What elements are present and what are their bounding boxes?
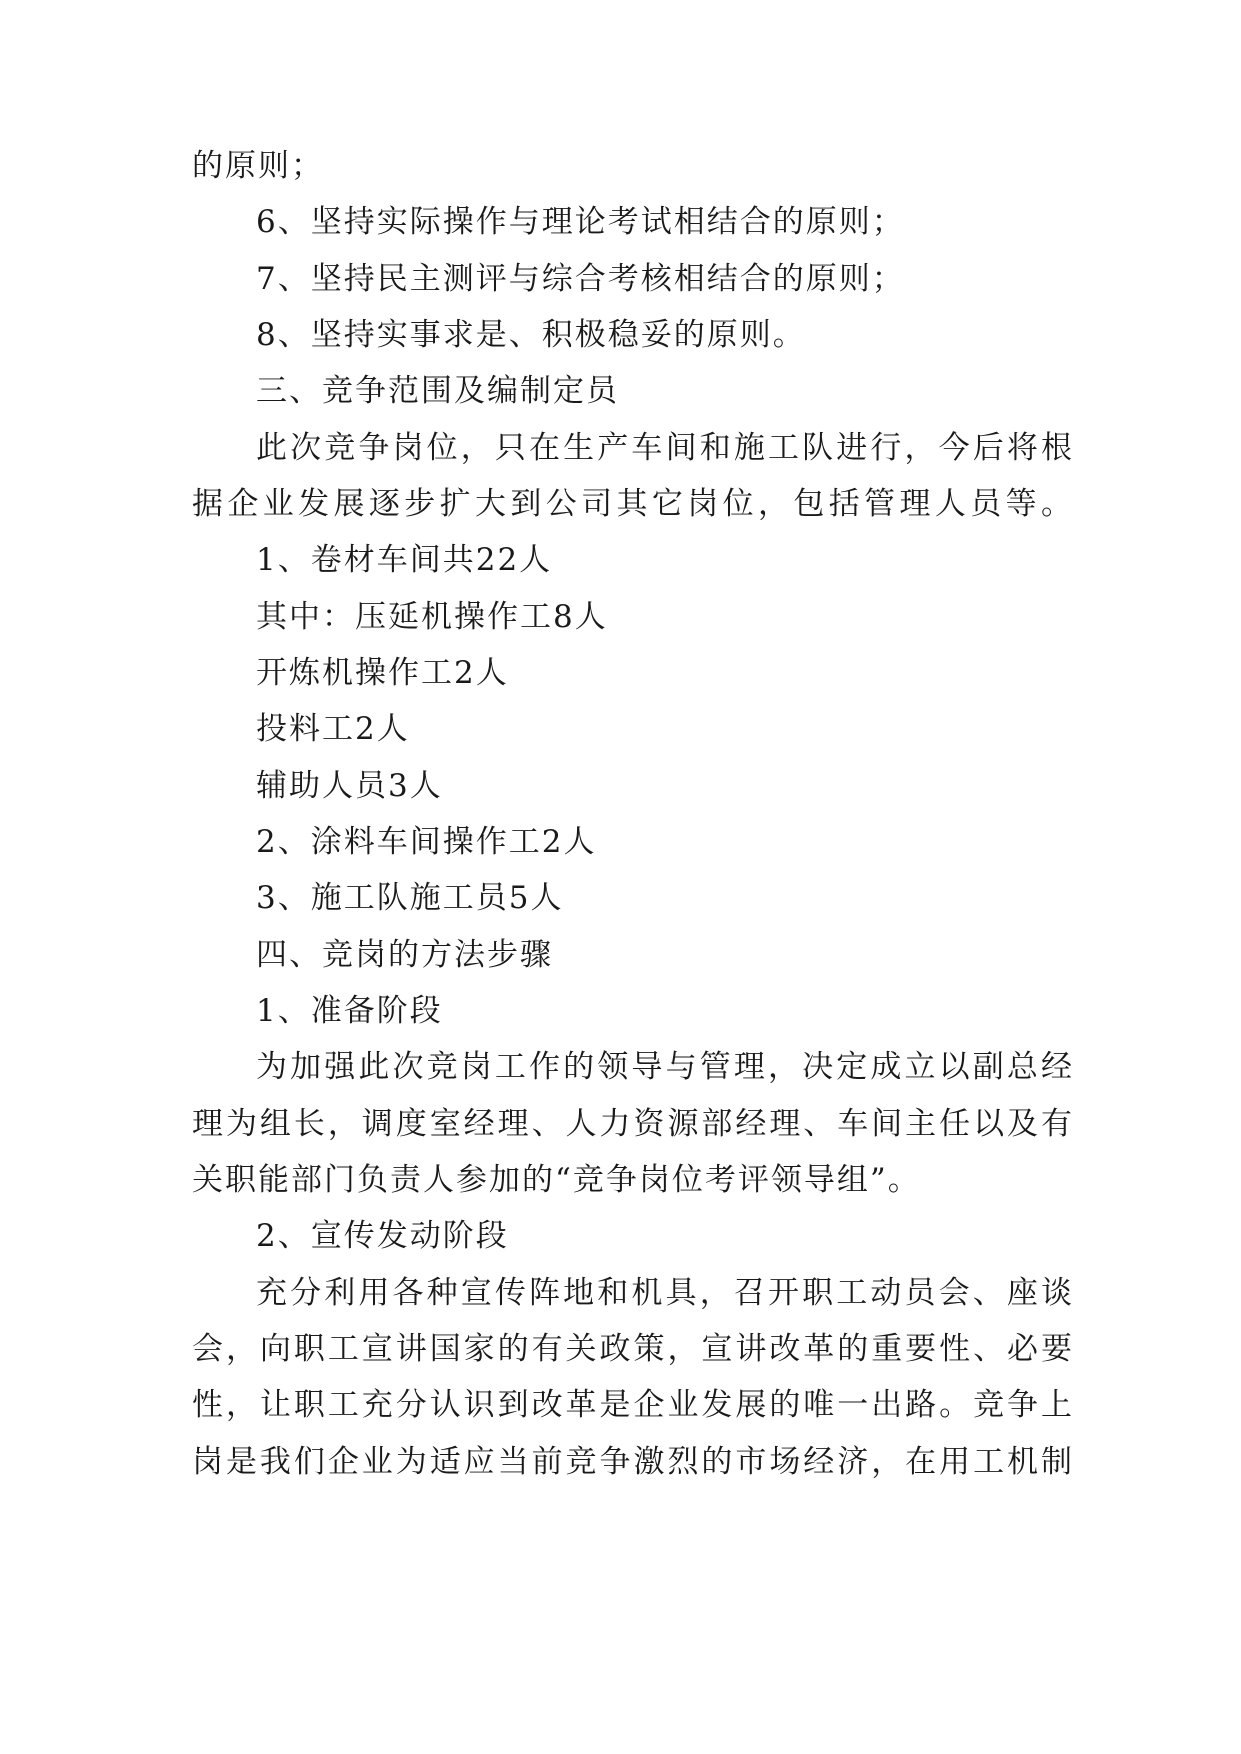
text-line-8: 1、卷材车间共22人 [256,542,553,578]
text-line-11: 投料工2人 [256,711,410,747]
text-line-3: 7、坚持民主测评与综合考核相结合的原则； [256,261,905,297]
text-line-9: 其中：压延机操作工8人 [256,599,608,635]
text-line-10: 开炼机操作工2人 [256,655,509,691]
text-line-16: 1、准备阶段 [256,993,443,1029]
text-line-6: 此次竞争岗位，只在生产车间和施工队进行，今后将根 [256,430,1072,466]
text-line-21: 充分利用各种宣传阵地和机具，召开职工动员会、座谈 [256,1275,1072,1311]
text-line-12: 辅助人员3人 [256,768,443,804]
text-line-20: 2、宣传发动阶段 [256,1218,509,1254]
text-line-4: 8、坚持实事求是、积极稳妥的原则。 [256,317,806,353]
text-line-22: 会，向职工宣讲国家的有关政策，宣讲改革的重要性、必要 [192,1331,1072,1367]
text-line-7: 据企业发展逐步扩大到公司其它岗位，包括管理人员等。 [192,486,1072,522]
text-line-14: 3、施工队施工员5人 [256,880,564,916]
text-line-13: 2、涂料车间操作工2人 [256,824,597,860]
text-line-17: 为加强此次竞岗工作的领导与管理，决定成立以副总经 [256,1049,1072,1085]
text-line-18: 理为组长，调度室经理、人力资源部经理、车间主任以及有 [192,1106,1072,1142]
text-line-2: 6、坚持实际操作与理论考试相结合的原则； [256,204,905,240]
section-heading-3: 三、竞争范围及编制定员 [256,373,619,409]
text-line-19: 关职能部门负责人参加的“竞争岗位考评领导组”。 [192,1162,921,1198]
text-line-24: 岗是我们企业为适应当前竞争激烈的市场经济，在用工机制 [192,1444,1072,1480]
text-line-23: 性，让职工充分认识到改革是企业发展的唯一出路。竞争上 [192,1387,1072,1423]
text-line-1: 的原则； [192,148,324,184]
section-heading-4: 四、竞岗的方法步骤 [256,937,553,973]
